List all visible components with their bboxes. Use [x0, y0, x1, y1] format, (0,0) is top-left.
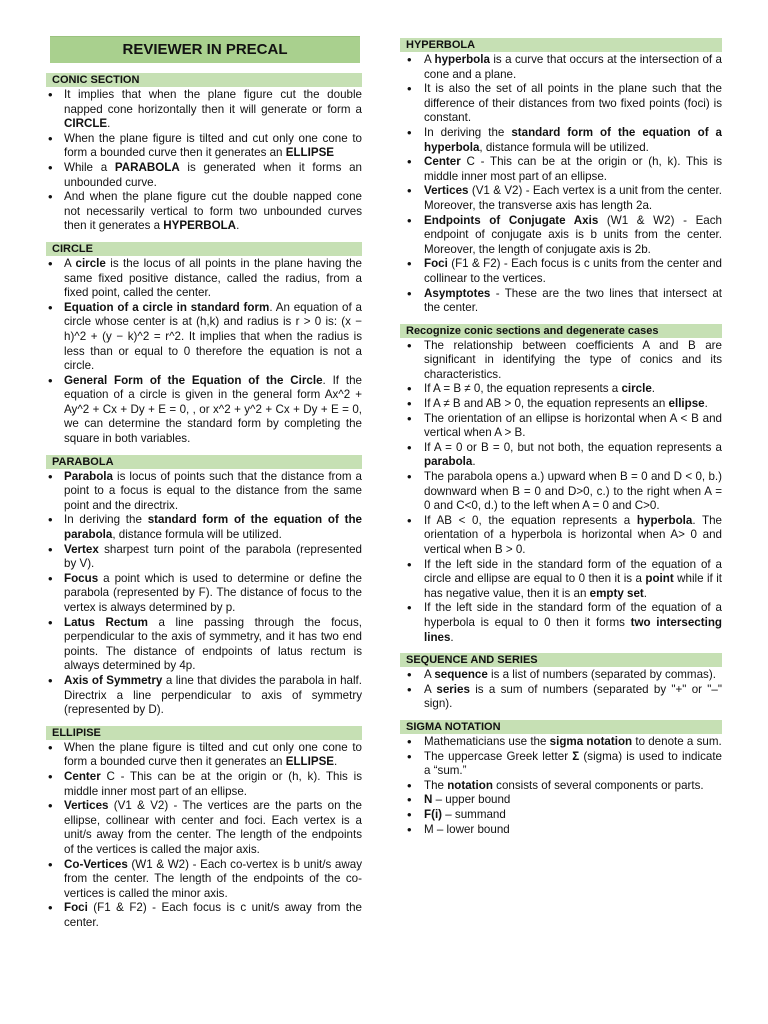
- bold-term: Foci: [424, 257, 448, 271]
- bold-term: Axis of Symmetry: [64, 673, 163, 687]
- list-item: [400, 514, 722, 558]
- list-item: [400, 470, 722, 514]
- bullet-list: [400, 339, 722, 645]
- list-item: [46, 674, 362, 718]
- text-span: .: [334, 755, 338, 769]
- bold-term: Asymptotes: [424, 286, 491, 300]
- text-span: (F1 & F2) - Each focus is c unit/s away from the center.: [64, 901, 362, 929]
- text-span: It implies that when the plane figure cut the double napped cone horizontally then it will generate or form a: [64, 88, 362, 116]
- bold-term: ELLIPSE: [285, 146, 335, 160]
- text-span: A: [424, 53, 435, 66]
- bold-term: Vertices: [424, 184, 469, 198]
- bold-term: PARABOLA: [114, 160, 180, 174]
- text-span: .: [450, 630, 454, 644]
- text-span: – upper bound: [432, 793, 511, 807]
- list-item: [46, 901, 362, 930]
- left-sections: [46, 73, 362, 930]
- bold-term: Latus Rectum: [64, 615, 148, 629]
- list-item: [400, 793, 722, 808]
- bold-term: circle: [621, 382, 652, 396]
- text-span: C - This can be at the origin or (h, k). This is middle inner most part of an ellipse.: [424, 155, 722, 183]
- right-sections: [400, 38, 722, 837]
- text-span: .: [107, 117, 111, 131]
- bullet-list: [46, 741, 362, 931]
- text-span: while if it has negative value, then it is an: [424, 572, 722, 600]
- list-item: [46, 770, 362, 799]
- list-item: [46, 741, 362, 770]
- text-span: The orientation of an ellipse is horizontal when A < B and vertical when A > B.: [424, 411, 722, 440]
- section-heading-ellipise: ELLIPISE: [46, 726, 362, 740]
- list-item: [400, 808, 722, 823]
- bold-term: sigma notation: [549, 734, 633, 748]
- text-span: And when the plane figure cut the double napped cone not necessarily vertical to form two unbounded curves then it generates a: [64, 190, 362, 233]
- text-span: (F1 & F2) - Each focus is c units from the center and collinear to the vertices.: [424, 257, 722, 285]
- text-span: .: [704, 397, 708, 411]
- list-item: [46, 513, 362, 542]
- list-item: [400, 601, 722, 645]
- section-heading-sequence-and-series: SEQUENCE AND SERIES: [400, 653, 722, 667]
- list-item: [46, 161, 362, 190]
- section-heading-circle: CIRCLE: [46, 242, 362, 256]
- text-span: A: [424, 668, 435, 682]
- text-span: If A = 0 or B = 0, but not both, the equation represents a: [424, 440, 722, 454]
- text-span: is locus of points such that the distance from a point to a focus is equal to the distance from the same point and the directrix.: [64, 469, 362, 512]
- list-item: [400, 184, 722, 213]
- bold-term: F(i): [424, 807, 443, 821]
- text-span: is the locus of all points in the plane having the same fixed positive distance, called the radius, from a fixed point, called the center.: [64, 256, 362, 300]
- text-span: . If the equation of a circle is given in the general form Ax^2 + Ay^2 + Cx + Dy + E = 0, , or x^2 + y^2 + Cx + Dy + E = 0, we can determine the standard form by completing the square in both variables.: [64, 373, 362, 446]
- text-span: sharpest turn point of the parabola (represented by V).: [64, 542, 362, 571]
- text-span: The uppercase Greek letter: [424, 749, 573, 763]
- list-item: [400, 339, 722, 383]
- bold-term: Foci: [64, 901, 88, 915]
- bold-term: Center: [424, 155, 461, 169]
- bold-term: Focus: [64, 571, 99, 585]
- section-heading-hyperbola: HYPERBOLA: [400, 38, 722, 52]
- text-span: (W1 & W2) - Each co-vertex is b unit/s away from the center. The length of the endpoints of the co-vertices is called the minor axis.: [64, 857, 362, 900]
- text-span: While a: [64, 160, 115, 174]
- text-span: C - This can be at the origin or (h, k). This is middle inner most part of an ellipse.: [64, 769, 362, 798]
- text-span: Mathematicians use the: [424, 734, 550, 748]
- text-span: .: [651, 382, 656, 396]
- bold-term: hyperbola: [636, 513, 693, 527]
- bold-term: Center: [64, 769, 101, 783]
- bold-term: series: [436, 682, 470, 696]
- bold-term: standard form of the equation of the parabola: [64, 513, 362, 542]
- bold-term: Vertices: [64, 799, 109, 813]
- list-item: [46, 88, 362, 132]
- text-span: - These are the two lines that intersect at the center.: [424, 286, 722, 315]
- bold-term: N: [424, 793, 433, 807]
- list-item: [400, 155, 722, 184]
- bold-term: Vertex: [64, 542, 99, 556]
- text-span: If A = B ≠ 0, the equation represents a: [424, 382, 622, 396]
- bold-term: circle: [75, 256, 106, 270]
- bold-term: ellipse: [668, 397, 705, 411]
- text-span: to denote a sum.: [632, 734, 722, 748]
- bullet-list: [46, 88, 362, 234]
- list-item: [400, 126, 722, 155]
- text-span: In deriving the: [64, 513, 148, 527]
- list-item: [400, 823, 722, 838]
- text-span: The: [424, 778, 448, 792]
- list-item: [400, 412, 722, 441]
- list-item: [400, 382, 722, 397]
- text-span: .: [236, 219, 240, 233]
- text-span: a line that divides the parabola in half. Directrix a line perpendicular to axis of symmetry (represented by D).: [64, 673, 362, 717]
- text-span: When the plane figure is tilted and cut only one cone to form a bounded curve then it generates an: [64, 740, 362, 769]
- bold-term: Equation of a circle in standard form: [64, 300, 270, 314]
- list-item: [46, 799, 362, 857]
- list-item: [400, 558, 722, 602]
- text-span: is a list of numbers (separated by commas).: [487, 668, 716, 682]
- bold-term: Endpoints of Conjugate Axis: [424, 213, 599, 227]
- text-span: a point which is used to determine or define the parabola (represented by F). The distance of focus to the vertex is always determined by p.: [64, 571, 362, 614]
- text-span: , distance formula will be utilized.: [112, 528, 282, 542]
- bold-term: notation: [447, 778, 493, 792]
- bold-term: hyperbola: [434, 53, 490, 66]
- text-span: .: [472, 455, 476, 469]
- list-item: [46, 858, 362, 902]
- list-item: [46, 301, 362, 374]
- text-span: In deriving the: [424, 125, 512, 139]
- bold-term: two intersecting lines: [424, 615, 722, 644]
- text-span: a line passing through the focus, perpendicular to the axis of symmetry, and it has two end points. The distance of endpoints of latus rectum is always determined by 4p.: [64, 615, 362, 673]
- bold-term: General Form of the Equation of the Circle: [64, 373, 323, 387]
- list-item: [400, 397, 722, 412]
- bullet-list: [400, 668, 722, 712]
- bullet-list: [400, 735, 722, 837]
- list-item: [400, 214, 722, 258]
- text-span: .: [643, 586, 648, 600]
- bullet-list: [400, 53, 722, 316]
- bold-term: Parabola: [64, 469, 113, 483]
- list-item: [46, 257, 362, 301]
- text-span: consists of several components or parts.: [492, 778, 704, 792]
- list-item: [400, 441, 722, 470]
- text-span: M – lower bound: [424, 822, 510, 836]
- text-span: (W1 & W2) - Each endpoint of conjugate axis is b units from the center. Moreover, the length of conjugate axis is 2b.: [424, 213, 722, 256]
- text-span: , distance formula will be utilized.: [479, 140, 649, 154]
- bold-term: parabola: [424, 455, 473, 469]
- text-span: The parabola opens a.) upward when B = 0 and D < 0, b.) downward when B = 0 and D>0, c.) to the right when A = 0 and C<0, d.) to the left when A = 0 and C>0.: [424, 470, 722, 513]
- list-item: [400, 53, 722, 82]
- bold-term: empty set: [589, 586, 644, 600]
- list-item: [400, 82, 722, 126]
- bold-term: point: [645, 572, 674, 586]
- text-span: (sigma) is used to indicate a “sum.”: [424, 749, 722, 778]
- list-item: [400, 735, 722, 750]
- list-item: [46, 572, 362, 616]
- list-item: [400, 257, 722, 286]
- section-heading-conic-section: CONIC SECTION: [46, 73, 362, 87]
- text-span: A: [424, 682, 437, 696]
- text-span: A: [64, 256, 76, 270]
- section-heading-parabola: PARABOLA: [46, 455, 362, 469]
- bold-term: Σ: [572, 749, 580, 763]
- text-span: It is also the set of all points in the plane such that the difference of their distances from two fixed points (foci) is constant.: [424, 82, 722, 125]
- right-column: [400, 38, 722, 837]
- bold-term: CIRCLE: [64, 117, 108, 131]
- list-item: [46, 543, 362, 572]
- text-span: If the left side in the standard form of the equation of a hyperbola is equal to 0 then it forms: [424, 601, 722, 629]
- text-span: If AB < 0, the equation represents a: [424, 513, 637, 527]
- text-span: is a curve that occurs at the intersection of a cone and a plane.: [424, 53, 722, 81]
- section-heading-sigma-notation: SIGMA NOTATION: [400, 720, 722, 734]
- text-span: (V1 & V2) - Each vertex is a unit from the center. Moreover, the transverse axis has length 2a.: [424, 184, 722, 212]
- text-span: is a sum of numbers (separated by "+" or "–" sign).: [424, 682, 722, 711]
- bold-term: standard form of the equation of a hyperbola: [424, 125, 722, 154]
- text-span: When the plane figure is tilted and cut only one cone to form a bounded curve then it generates an: [64, 131, 362, 160]
- text-span: is generated when it forms an unbounded curve.: [64, 160, 362, 189]
- list-item: [46, 132, 362, 161]
- list-item: [400, 779, 722, 794]
- bold-term: Co-Vertices: [64, 857, 128, 871]
- list-item: [400, 287, 722, 316]
- list-item: [400, 683, 722, 712]
- bold-term: sequence: [434, 668, 488, 682]
- text-span: The relationship between coefficients A and B are significant in identifying the type of conics and its characteristics.: [424, 338, 722, 381]
- text-span: (V1 & V2) - The vertices are the parts on the ellipse, collinear with center and foci. Each vertex is a unit/s away from the center. The length of the endpoints of the vertices is called the major axis.: [64, 799, 362, 856]
- text-span: . The orientation of a hyperbola is horizontal when A> 0 and vertical when B > 0.: [424, 513, 722, 556]
- list-item: [400, 668, 722, 683]
- bullet-list: [46, 470, 362, 718]
- text-span: If the left side in the standard form of the equation of a circle and ellipse are equal to 0 then it is a: [424, 557, 722, 586]
- text-span: . An equation of a circle whose center is at (h,k) and radius is r > 0 is: (x − h)^2 + (y − k)^2 = r^2. It implies that when the radius is less than or equal to 0 therefore the equation is not a circle.: [64, 300, 363, 373]
- bold-term: ELLIPSE: [285, 755, 335, 769]
- text-span: – summand: [442, 807, 506, 821]
- bullet-list: [46, 257, 362, 447]
- list-item: [46, 190, 362, 234]
- section-heading-recognize-conic-sections-and-degenerate-cases: Recognize conic sections and degenerate cases: [400, 324, 722, 338]
- document-title: REVIEWER IN PRECAL: [50, 36, 360, 63]
- left-column: [46, 36, 362, 930]
- text-span: If A ≠ B and AB > 0, the equation represents an: [424, 397, 669, 411]
- list-item: [46, 470, 362, 514]
- list-item: [46, 374, 362, 447]
- bold-term: HYPERBOLA: [163, 219, 237, 233]
- list-item: [46, 616, 362, 674]
- list-item: [400, 750, 722, 779]
